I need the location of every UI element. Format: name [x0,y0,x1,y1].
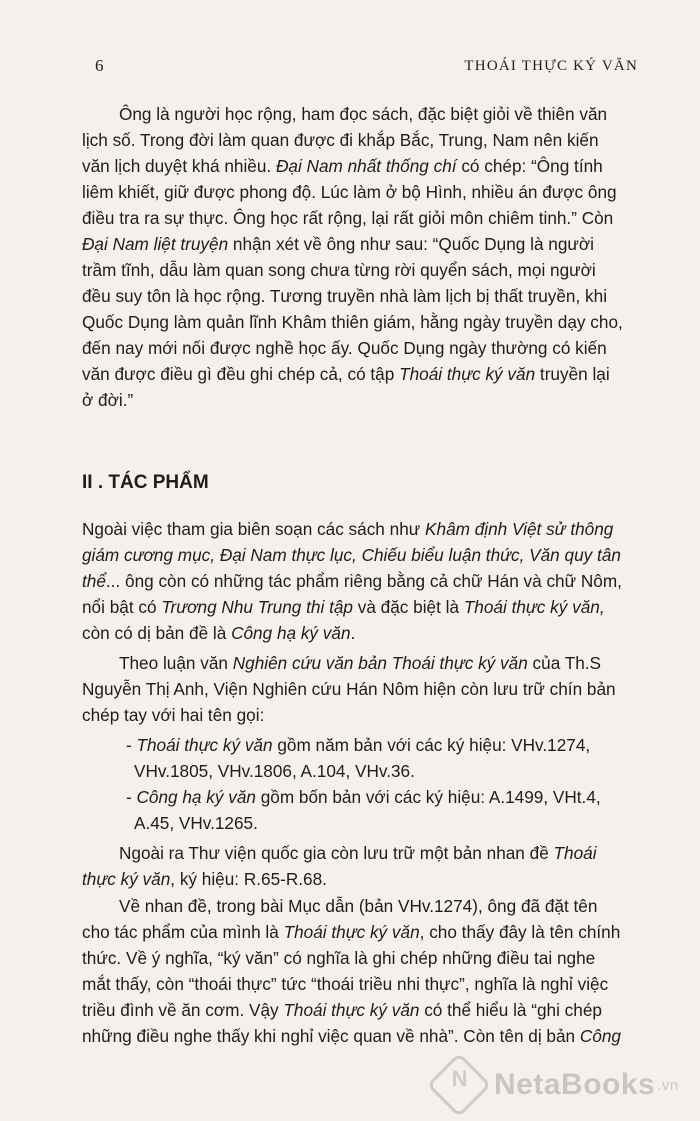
text-line: còn có dị bản đề là Công hạ ký văn. [82,623,356,643]
text-line: văn được điều gì đều ghi chép cả, có tập Thoái thực ký văn truyền lại [82,364,610,384]
text-line: giám cương mục, Đại Nam thực lục, Chiếu biểu luận thức, Văn quy tân [82,545,621,565]
text-line: Nguyễn Thị Anh, Viện Nghiên cứu Hán Nôm hiện còn lưu trữ chín bản [82,679,616,699]
watermark-suffix: .vn [657,1076,679,1094]
text-line: Đại Nam liệt truyện nhận xét về ông như sau: “Quốc Dụng là người [82,234,594,254]
netabooks-watermark [436,1062,679,1108]
paragraph-5 [82,893,637,1049]
text-line: cho tác phẩm của mình là Thoái thực ký văn, cho thấy đây là tên chính [82,922,621,942]
text-line: mắt thấy, còn “thoái thực” tức “thoái triều nhi thực”, nghĩa là nghỉ việc [82,974,609,994]
running-title: THOÁI THỰC KÝ VĂN [464,58,638,74]
paragraph-1-lines [82,101,637,413]
bullet-item: - Thoái thực ký văn gồm năm bản với các ký hiệu: VHv.1274, VHv.1805, VHv.1806, A.104, VHv.36. [126,735,591,781]
watermark-brand: NetaBooks [494,1068,656,1101]
bullet-item: - Công hạ ký văn gồm bốn bản với các ký hiệu: A.1499, VHt.4, A.45, VHv.1265. [126,787,601,833]
text-line: Về nhan đề, trong bài Mục dẫn (bản VHv.1274), ông đã đặt tên [119,896,598,916]
text-line: đến nay mới nối được nghề học ấy. Quốc Dụng ngày thường có kiến [82,338,607,358]
text-line: chép tay với hai tên gọi: [82,705,265,725]
text-line: lịch số. Trong đời làm quan được đi khắp Bắc, Trung, Nam nên kiến [82,130,599,150]
text-line: thể... ông còn có những tác phẩm riêng bằng cả chữ Hán và chữ Nôm, [82,571,622,591]
text-line: Theo luận văn Nghiên cứu văn bản Thoái thực ký văn của Th.S [119,653,602,673]
text-line: Ông là người học rộng, ham đọc sách, đặc biệt giỏi về thiên văn [119,104,608,124]
netabooks-logo-icon [426,1052,491,1117]
section-heading-container [82,470,637,496]
paragraph-3 [82,650,637,728]
paragraph-4 [82,840,637,892]
text-line: trầm tĩnh, dẫu làm quan song chưa từng rời quyển sách, mọi người [82,260,596,280]
text-line: triều đình về ăn cơm. Vậy Thoái thực ký văn có thể hiểu là “ghi chép [82,1000,602,1020]
text-line: những điều nghe thấy khi nghỉ việc quan về nhà”. Còn tên dị bản Công [82,1026,621,1046]
text-line: thực ký văn, ký hiệu: R.65-R.68. [82,869,327,889]
text-line: đều suy tôn là học rộng. Tương truyền nhà làm lịch bị thất truyền, khi [82,286,608,306]
text-line: thức. Về ý nghĩa, “ký văn” có nghĩa là ghi chép những điều tai nghe [82,948,596,968]
text-line: ở đời.” [82,390,134,410]
paragraph-2 [82,516,637,646]
text-line: điều tra ra sự thực. Ông học rất rộng, lại rất giỏi môn chiêm tinh.” Còn [82,208,614,228]
text-line: liêm khiết, giữ được phong độ. Lúc làm ở bộ Hình, nhiều án được ông [82,182,617,202]
section-heading: II . TÁC PHẨM [82,472,209,493]
page-number: 6 [95,56,104,75]
text-line: Quốc Dụng làm quản lĩnh Khâm thiên giám, hằng ngày truyền dạy cho, [82,312,623,332]
bullet-list [126,732,634,836]
text-line: văn lịch duyệt khá nhiều. Đại Nam nhất thống chí có chép: “Ông tính [82,156,603,176]
text-line: Ngoài ra Thư viện quốc gia còn lưu trữ một bản nhan đề Thoái [119,843,597,863]
text-line: nổi bật có Trương Nhu Trung thi tập và đặc biệt là Thoái thực ký văn, [82,597,605,617]
text-line: Ngoài việc tham gia biên soạn các sách như Khâm định Việt sử thông [82,519,614,539]
